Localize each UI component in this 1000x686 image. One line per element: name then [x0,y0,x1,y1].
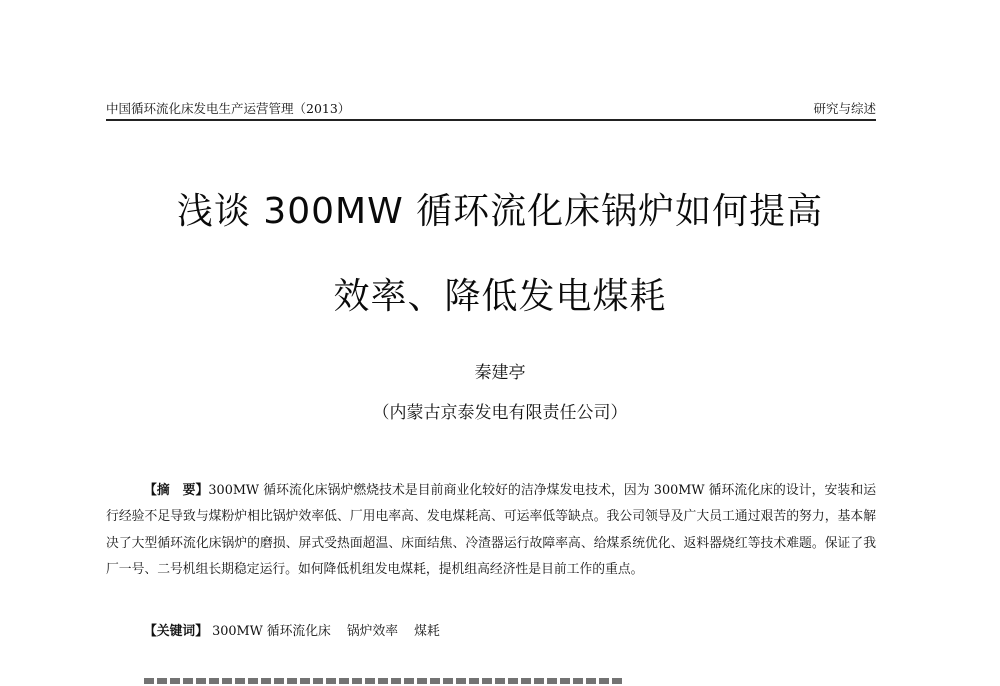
cropped-text-line [144,668,644,686]
title-line-2: 效率、降低发电煤耗 [333,276,667,317]
author-affiliation: （内蒙古京泰发电有限责任公司） [372,403,628,423]
abstract [106,478,876,584]
abstract-label: 【摘 要】 [144,483,209,498]
keywords [144,620,452,644]
section-name: 研究与综述 [813,101,876,116]
cropped-text-fragment [144,678,624,684]
title-line-1: 浅谈 300MW 循环流化床锅炉如何提高 [176,191,824,232]
abstract-text: 300MW 循环流化床锅炉燃烧技术是目前商业化较好的洁净煤发电技术，因为 300MW 循环流化床的设计，安装和运行经验不足导致与煤粉炉相比锅炉效率低、厂用电率高、发电煤耗高、可运率低等缺点。我公司领导及广大员工通过艰苦的努力，基本解决了大型循环流化床锅炉的磨损、屏式受热面超温、床面结焦、冷渣器运行故障率高、给煤系统优化、返料器烧红等技术难题。保证了我厂一号、二号机组长期稳定运行。如何降低机组发电煤耗，提机组高经济性是目前工作的重点。 [106,483,876,578]
keyword-item: 锅炉效率 [346,624,399,639]
keyword-item: 300MW 循环流化床 [212,624,331,639]
running-header [106,97,876,121]
author-name: 秦建亭 [474,363,526,383]
keywords-label: 【关键词】 [144,624,208,639]
keyword-item: 煤耗 [414,624,440,639]
journal-name: 中国循环流化床发电生产运营管理（2013） [106,101,351,116]
